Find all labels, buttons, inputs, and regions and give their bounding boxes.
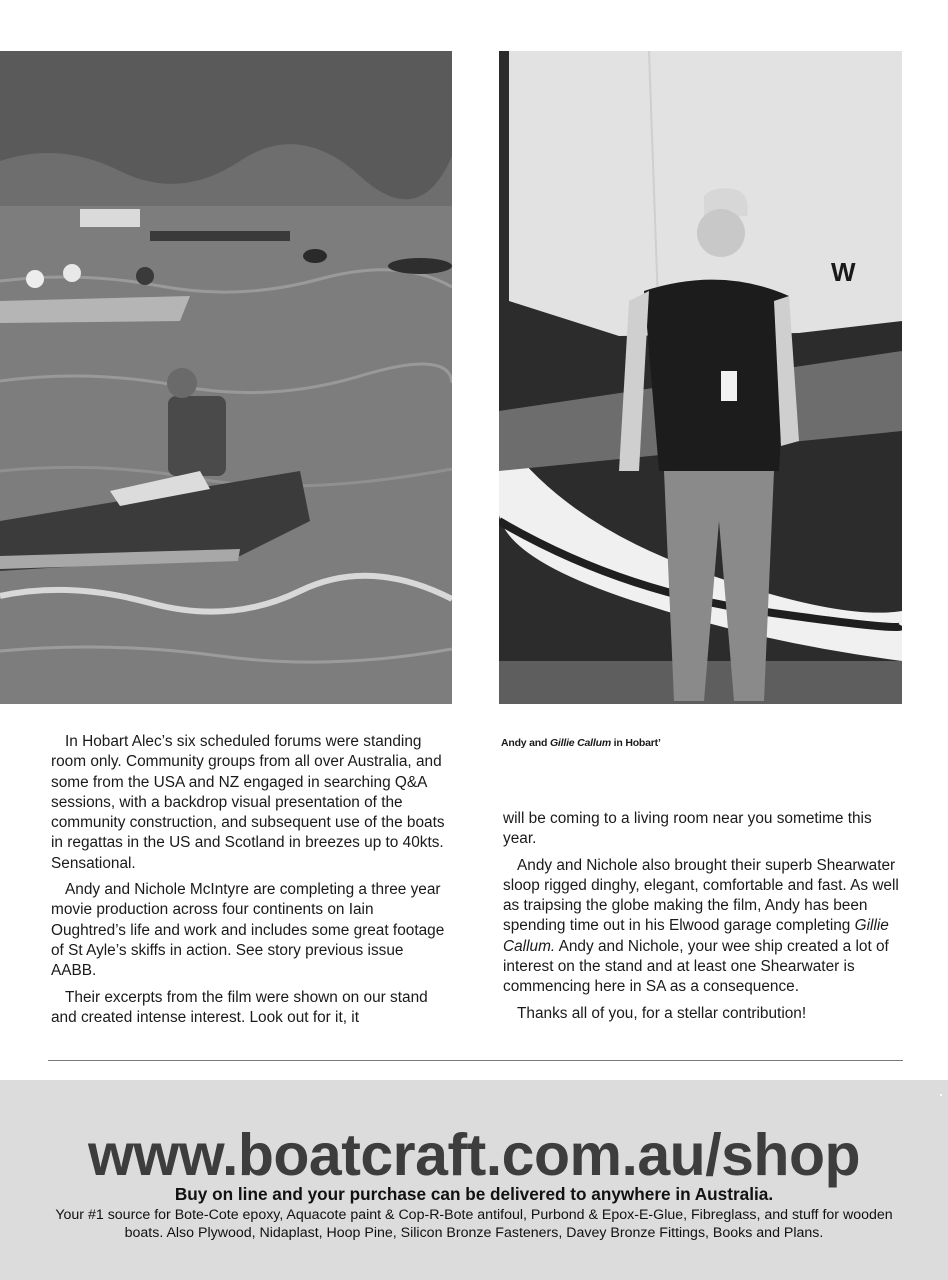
paragraph-text: Andy and Nichole also brought their superb Shearwater sloop rigged dinghy, elegant, comfortable and fast. As well as traipsing the globe making the film, Andy has been spending time out in his Elwood garage completing [503,856,899,935]
paragraph-text: Andy and Nichole, your wee ship created a lot of interest on the stand and at least one Shearwater is commencing here in SA as a consequence. [503,937,889,996]
article-paragraph: Their excerpts from the film were shown on our stand and created intense interest. Look out for it, it [51,988,428,1026]
sail-letter: W [831,257,856,287]
caption-boat-name: Gillie Callum [549,737,611,749]
article-paragraph [503,856,903,998]
photo-caption [501,737,901,749]
article-paragraph: In Hobart Alec’s six scheduled forums were standing room only. Community groups from all over Australia, and some from the USA and NZ engaged in searching Q&A sessions, with a backdrop visual presentation of the community construction, and subsequent use of the boats in regattas in the US and Scotland in breezes up to 40kts. Sensational. [51,733,445,872]
shop-url-link[interactable]: www.boatcraft.com.au/shop [87,1122,861,1188]
rowing-photo [0,51,452,704]
advert-body: Your #1 source for Bote-Cote epoxy, Aquacote paint & Cop-R-Bote antifoul, Purbond & Epox-E-Glue, Fibreglass, and stuff for wooden boats. Also Plywood, Nidaplast, Hoop Pine, Silicon Bronze Fasteners, Davey Bronze Fittings, Books and Plans. [55,1207,893,1241]
andy-photo [499,51,902,704]
divider [48,1060,903,1061]
article-column-right [503,809,903,1030]
boat-name-italic: Gillie Callum. [503,917,889,955]
caption-suffix: in Hobart’ [610,737,661,749]
article-paragraph: will be coming to a living room near you sometime this year. [503,810,872,848]
advert-headline: Buy on line and your purchase can be delivered to anywhere in Australia. [174,1184,774,1204]
article-paragraph: Andy and Nichole McIntyre are completing a three year movie production across four continents on Iain Oughtred’s life and work and includes some great footage of St Ayle’s skiffs in action. See story previous issue AABB. [51,881,445,980]
rowing-photo-image [0,51,452,704]
article-column-left [51,732,451,1034]
boatcraft-advert [0,1080,948,1280]
decorative-dot [940,1094,942,1096]
andy-photo-image [499,51,902,704]
caption-prefix: Andy and [501,737,550,749]
article-paragraph: Thanks all of you, for a stellar contribution! [517,1004,807,1022]
